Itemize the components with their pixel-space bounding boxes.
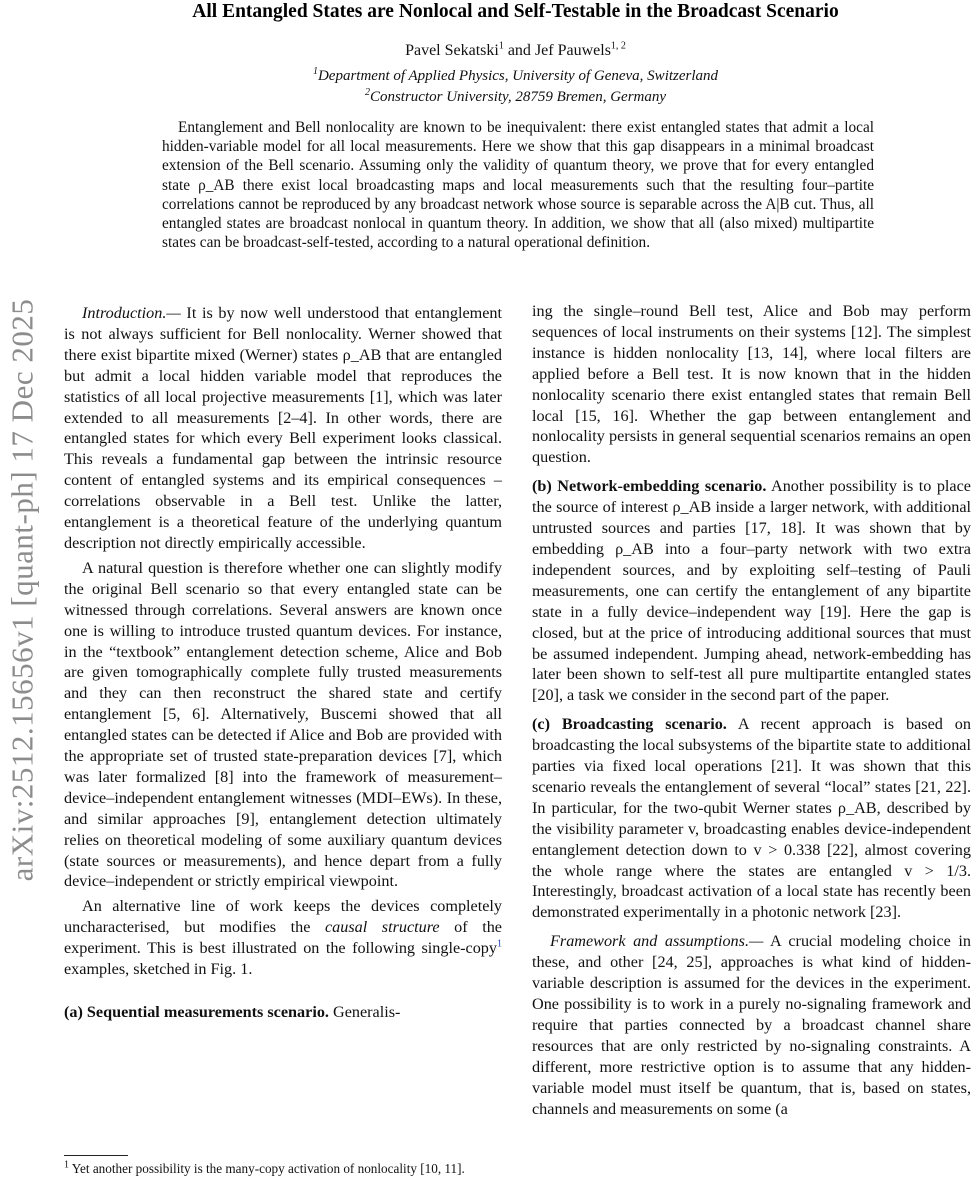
introduction-paragraph bbox=[64, 303, 502, 554]
affiliation-text: Constructor University, 28759 Bremen, Germany bbox=[369, 89, 667, 105]
author-name: Jef Pauwels bbox=[534, 42, 611, 59]
body-text: An alternative line of work keeps the devices completely uncharacterised, but modifies the bbox=[64, 897, 502, 937]
author-list bbox=[60, 42, 971, 60]
section-b-heading: (b) Network-embedding scenario. bbox=[532, 477, 767, 496]
abstract-text: Entanglement and Bell nonlocality are known to be inequivalent: there exist entangled states that admit a local hidden-variable model for all local measurements. Here we show that this gap disappears in a minimal broadcast extension of the Bell scenario. Assuming only the validity of quantum theory, we prove that for every entangled state ρ_AB there exist local broadcasting maps and local measurements such that the resulting four–partite correlations cannot be reproduced by any broadcast network whose source is separable across the A|B cut. Thus, all entangled states are broadcast nonlocal in quantum theory. In addition, we show that all (also mixed) multipartite states can be broadcast-self-tested, according to a natural operational definition. bbox=[162, 119, 874, 252]
section-a-paragraph bbox=[64, 1002, 502, 1023]
affiliation-line bbox=[60, 89, 971, 106]
affiliation-text: Department of Applied Physics, University of Geneva, Switzerland bbox=[317, 68, 719, 84]
introduction-body: It is by now well understood that entanglement is not always sufficient for Bell nonlocality. Werner showed that there exist bipartite mixed (Werner) states ρ_AB that are entangled but admit a local hidden variable model that reproduces the statistics of all local projective measurements [1], which was later extended to all measurements [2–4]. In other words, there are entangled states for which every Bell experiment looks classical. This reveals a fundamental gap between the intrinsic resource content of entangled systems and its empirical consequences – correlations observable in a Bell test. Unlike the latter, entanglement is a theoretical feature of the underlying quantum description not directly empirically accessible. bbox=[64, 304, 502, 552]
arxiv-identifier-text: arXiv:2512.15656v1 [quant-ph] 17 Dec 2025 bbox=[4, 298, 40, 882]
affiliation-line bbox=[60, 68, 971, 85]
footnote bbox=[64, 1160, 502, 1177]
paper-title: All Entangled States are Nonlocal and Self-Testable in the Broadcast Scenario bbox=[192, 1, 839, 22]
section-c-paragraph bbox=[532, 714, 971, 923]
section-c-body: A recent approach is based on broadcasting the local subsystems of the bipartite state to additional parties via fixed local operations [21]. It was shown that this scenario reveals the entanglement of several “local” states [21, 22]. In particular, for the two-qubit Werner states ρ_AB, described by the visibility parameter v, broadcasting enables device-independent entanglement detection down to v > 0.338 [22], almost covering the whole range where the states are entangled v > 1/3. Interestingly, broadcast activation of a local state has recently been demonstrated experimentally in a photonic network [23]. bbox=[532, 715, 971, 922]
arxiv-identifier-stamp bbox=[0, 280, 44, 900]
author-name: Pavel Sekatski bbox=[405, 42, 499, 59]
affiliation-mark: 2 bbox=[364, 87, 370, 98]
emphasis-text: causal structure bbox=[324, 918, 440, 937]
footnote-link[interactable]: 1 bbox=[497, 938, 502, 950]
affiliation-mark: 1 bbox=[312, 66, 318, 77]
framework-paragraph bbox=[532, 931, 971, 1119]
framework-heading: Framework and assumptions.— bbox=[550, 932, 764, 951]
author-affiliation-mark: 1, 2 bbox=[610, 40, 626, 52]
left-column bbox=[64, 303, 502, 1023]
author-affiliation-mark: 1 bbox=[498, 40, 504, 52]
right-column bbox=[532, 301, 971, 1119]
section-b-body: Another possibility is to place the source of interest ρ_AB inside a larger network, with additional untrusted sources and parties [17, 18]. It was shown that by embedding ρ_AB into a four–party network with two extra independent sources, and by exploiting self–testing of Pauli measurements, one can certify the entanglement of any bipartite state in a fully device–independent way [19]. Here the gap is closed, but at the price of introducing additional sources that must be assumed independent. Jumping ahead, network-embedding has later been shown to self-test all pure multipartite entangled states [20], a task we consider in the second part of the paper. bbox=[532, 477, 971, 705]
section-a-body: Generalis- bbox=[328, 1003, 401, 1021]
section-c-heading: (c) Broadcasting scenario. bbox=[532, 715, 727, 734]
body-paragraph bbox=[64, 896, 502, 980]
body-text: examples, sketched in Fig. 1. bbox=[64, 960, 253, 979]
section-a-heading: (a) Sequential measurements scenario. bbox=[64, 1003, 329, 1021]
footnote-divider bbox=[64, 1155, 128, 1156]
footnote-text: Yet another possibility is the many-copy activation of nonlocality [10, 11]. bbox=[69, 1161, 465, 1176]
author-joiner: and bbox=[503, 42, 535, 59]
section-b-paragraph bbox=[532, 476, 971, 706]
body-text: of the experiment. This is best illustrated on the following single-copy bbox=[64, 918, 502, 958]
abstract bbox=[162, 118, 874, 252]
introduction-heading: Introduction.— bbox=[82, 304, 181, 322]
footnote-mark: 1 bbox=[64, 1159, 69, 1171]
framework-body: A crucial modeling choice in these, and other [24, 25], approaches is what kind of hidden-variable description is assumed for the devices in the experiment. One possibility is to work in a purely no-signaling framework and require that parties connected by a broadcast channel share resources that are only restricted by no-signaling constraints. A different, more restrictive option is to assume that any hidden-variable model must itself be quantum, that is, based on states, channels and measurements on some (a bbox=[532, 932, 971, 1118]
body-paragraph: A natural question is therefore whether one can slightly modify the original Bell scenario so that every entangled state can be witnessed through correlations. Several answers are known once one is willing to introduce trusted quantum devices. For instance, in the “textbook” entanglement detection scheme, Alice and Bob are given tomographically complete fully trusted measurements and they can then reconstruct the shared state and certify entanglement [5, 6]. Alternatively, Buscemi showed that all entangled states can be detected if Alice and Bob are provided with the appropriate set of trusted state-preparation devices [7], which was later formalized [8] into the framework of measurement–device–independent entanglement witnesses (MDI–EWs). In these, and similar approaches [9], entanglement detection ultimately relies on theoretical modeling of some auxiliary quantum devices (state sources or measurements), and hence depart from a fully device–independent or strictly empirical viewpoint. bbox=[64, 558, 502, 891]
body-paragraph: ing the single–round Bell test, Alice and Bob may perform sequences of local instruments on their systems [12]. The simplest instance is hidden nonlocality [13, 14], where local filters are applied before a Bell test. It is now known that in the hidden nonlocality scenario there exist entangled states that remain Bell local [15, 16]. Whether the gap between entanglement and nonlocality persists in general sequential scenarios remains an open question. bbox=[532, 302, 971, 467]
